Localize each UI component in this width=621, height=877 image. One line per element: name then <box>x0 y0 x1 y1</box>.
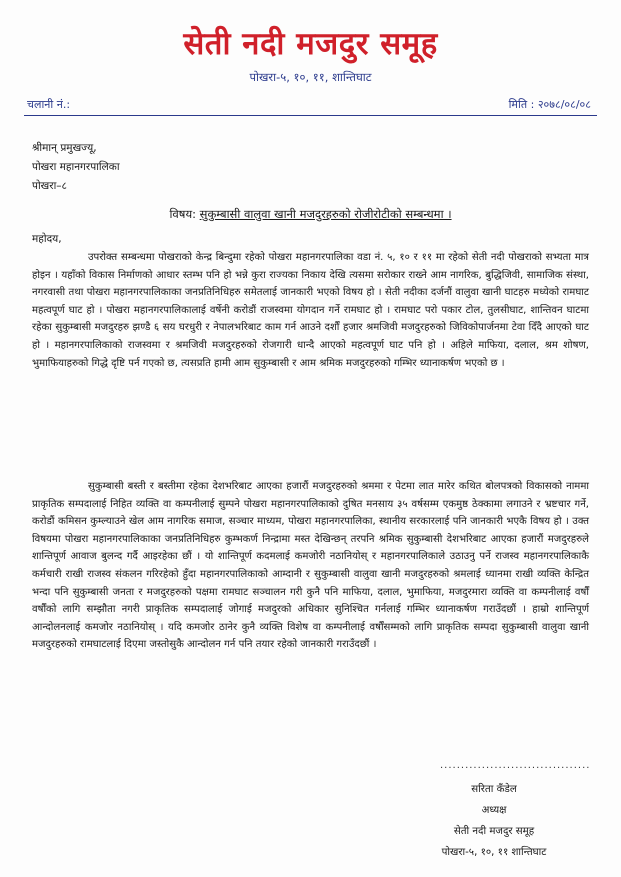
header-divider <box>24 115 597 116</box>
signatory-address: पोखरा-५, १०, ११ शान्तिघाट <box>441 847 547 858</box>
date-label: मिति : २०७८/०८/०८ <box>508 98 591 111</box>
signature-dotted-line: .................................... <box>440 760 591 771</box>
signatory-organization: सेती नदी मजदुर समूह <box>453 826 535 837</box>
organization-name: सेती नदी मजदुर समूह <box>183 26 438 62</box>
signature-block <box>404 779 584 863</box>
recipient-salutation: श्रीमान् प्रमुखज्यू, <box>32 142 97 154</box>
subject-text: सुकुम्बासी वालुवा खानी मजदुरहरुको रोजीरोटीको सम्बन्धमा । <box>199 207 452 221</box>
recipient-block <box>32 139 120 196</box>
subject-label: विषय: <box>169 207 197 221</box>
body-paragraph-2: सुकुम्बासी बस्ती र बस्तीमा रहेका देशभरिबाट आएका हजारौं मजदुरहरुको श्रममा र पेटमा लात मारेर कथित बोलपत्रको विकासको नाममा प्राकृतिक सम्पदालाई निहित व्यक्ति वा कम्पनीलाई सुम्पने पोखरा महानगरपालिकाको दुषित मनसाय ३५ वर्षसम्म एकमुष्ठ ठेक्कामा लगाउने र भ्रष्टचार गर्ने, करोडौं कमिसन कुम्ल्याउने खेल आम नागरिक समाज, सञ्चार माध्यम, पोखरा महानगरपालिका, स्थानीय सरकारलाई पनि जानकारी भएकै विषय हो । उक्त विषयमा पोखरा महानगरपालिकाका जनप्रतिनिधिहरु कुम्भकर्ण निन्द्रामा मस्त देखिन्छन् तरपनि श्रमिक सुकुम्बासी देशभरिबाट आएका हजारौं मजदुरहरुले शान्तिपूर्ण आवाज बुलन्द गर्दै आइरहेका छौं । यो शान्तिपूर्ण कदमलाई कमजोरी नठानियोस् र महानगरपालिकाले उठाउनु पर्ने राजस्व महानगरपालिकाकै कर्मचारी राखी राजस्व संकलन गरिरहेको हुँदा महानगरपालिकाको आम्दानी र सुकुम्बासी वालुवा खानी मजदुरहरुको श्रमलाई ध्यानमा राखी व्यक्ति केन्द्रित भन्दा पनि सुकुम्बासी जनता र मजदुरहरुको पक्षमा रामघाट सञ्चालन गरी कुनै पनि माफिया, दलाल, भुमाफिया, मजदुरमारा व्यक्ति वा कम्पनीलाई वर्षौं वर्षौंको लागि सम्झौता नगरी प्राकृतिक सम्पदालाई जोगाई मजदुरको अधिकार सुनिश्चित गर्नलाई गम्भिर ध्यानाकर्षण गराउँदछौं । हाम्रो शान्तिपूर्ण आन्दोलनलाई कमजोर नठानियोस् । यदि कमजोर ठानेर कुनै व्यक्ति विशेष वा कम्पनीलाई वर्षौंसम्मको लागि प्राकृतिक सम्पदा सुकुम्बासी वालुवा खानी मजदुरहरुको रामघाटलाई दिएमा जस्तोसुकै आन्दोलन गर्न पनि तयार रहेको जानकारी गराउँदछौं । <box>32 481 589 651</box>
recipient-location: पोखरा–८ <box>32 180 67 192</box>
salutation: महोदय, <box>32 233 62 245</box>
organization-address: पोखरा-५, १०, ११, शान्तिघाट <box>249 70 372 84</box>
reference-number-label: चलानी नं.: <box>27 98 71 111</box>
subject-line <box>0 206 621 222</box>
signatory-name: सरिता कँडेल <box>471 784 517 795</box>
signatory-title: अध्यक्ष <box>481 805 507 816</box>
body-paragraph-1: उपरोक्त सम्बन्धमा पोखराको केन्द्र बिन्दुमा रहेको पोखरा महानगरपालिका वडा नं. ५, १० र ११ मा रहेको सेती नदी पोखराको सभ्यता मात्र होइन । यहाँको विकास निर्माणको आधार स्तम्भ पनि हो भन्ने कुरा राज्यका निकाय देखि त्यसमा सरोकार राख्ने आम नागरिक, बुद्धिजिवी, सामाजिक संस्था, नगरवासी तथा पोखरा महानगरपालिकाका जनप्रतिनिधिहरु समेतलाई जानकारी भएको विषय हो । सेती नदीका दर्जनौं वालुवा खानी घाटहरु मध्येको रामघाट महत्वपूर्ण घाट हो । पोखरा महानगरपालिकालाई वर्षेनी करोडौं राजस्वमा योगदान गर्ने रामघाट हो । रामघाट परो पकार टोल, तुलसीघाट, शान्तिवन घाटमा रहेका सुकुम्बासी मजदुरहरु झण्डै ६ सय घरधुरी र नेपालभरिबाट काम गर्न आउने दर्शौं हजार श्रमजिवी मजदुरहरुको जिविकोपार्जनमा टेवा दिँदै आएको घाट हो । महानगरपालिकाको राजस्वमा र श्रमजिवी मजदुरहरुको रोजगारी धान्दै आएको महत्वपूर्ण घाट पनि हो । अहिले माफिया, दलाल, श्रम शोषण, भुमाफियाहरुको गिद्धे दृष्टि पर्न गएको छ, त्यसप्रति हामी आम सुकुम्बासी र आम श्रमिक मजदुरहरुको गम्भिर ध्यानाकर्षण भएको छ । <box>32 252 589 369</box>
recipient-office: पोखरा महानगरपालिका <box>32 161 120 173</box>
